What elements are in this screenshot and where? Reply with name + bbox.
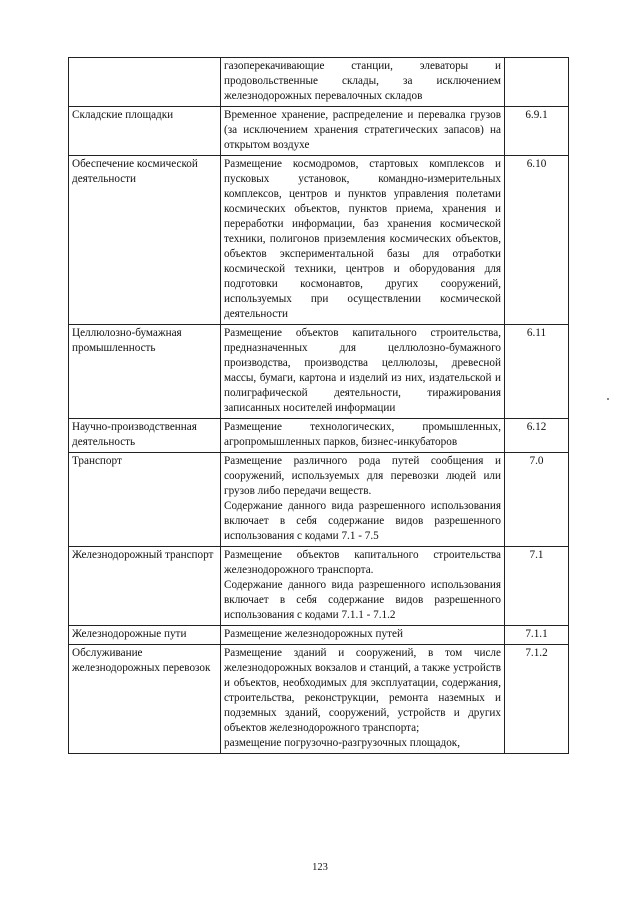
- description-paragraph: Содержание данного вида разрешенного использования включает в себя содержание видов разрешенного использования с кодами 7.1.1 - 7.1.2: [224, 579, 501, 621]
- page-number: 123: [312, 862, 328, 873]
- land-use-name-cell: Железнодорожные пути: [69, 626, 221, 645]
- description-paragraph: Размещение железнодорожных путей: [224, 628, 403, 640]
- land-use-code-cell: 6.10: [505, 156, 569, 325]
- land-use-code-cell: 7.1: [505, 547, 569, 626]
- table-row: [69, 626, 569, 645]
- description-paragraph: Размещение технологических, промышленных, агропромышленных парков, бизнес-инкубаторов: [224, 421, 501, 448]
- land-use-code-cell: 7.0: [505, 453, 569, 547]
- description-paragraph: Размещение объектов капитального строительства, предназначенных для целлюлозно-бумажного производства, производства целлюлозы, древесной массы, бумаги, картона и изделий из них, издательской и полиграфической деятельности, тиражирования записанных носителей информации: [224, 327, 501, 414]
- description-paragraph: Временное хранение, распределение и перевалка грузов (за исключением хранения стратегических запасов) на открытом воздухе: [224, 109, 501, 151]
- land-use-description-cell: [221, 58, 505, 107]
- land-use-description-cell: [221, 156, 505, 325]
- description-paragraph: размещение погрузочно-разгрузочных площадок,: [224, 737, 461, 749]
- table-row: [69, 156, 569, 325]
- land-use-description-cell: [221, 626, 505, 645]
- land-use-code-cell: [505, 58, 569, 107]
- land-use-name-cell: Железнодорожный транспорт: [69, 547, 221, 626]
- land-use-name-cell: Транспорт: [69, 453, 221, 547]
- land-use-description-cell: [221, 453, 505, 547]
- land-use-code-cell: 7.1.2: [505, 645, 569, 754]
- land-use-description-cell: [221, 547, 505, 626]
- land-use-description-cell: [221, 645, 505, 754]
- land-use-description-cell: [221, 107, 505, 156]
- land-use-name-cell: Научно-производственная деятельность: [69, 419, 221, 453]
- scan-speck: [607, 398, 609, 400]
- table-body: [69, 58, 569, 754]
- description-paragraph: Размещение объектов капитального строительства железнодорожного транспорта.: [224, 549, 501, 576]
- table-row: [69, 107, 569, 156]
- table-row: [69, 645, 569, 754]
- land-use-name-cell: Обеспечение космической деятельности: [69, 156, 221, 325]
- description-paragraph: Размещение космодромов, стартовых комплексов и пусковых установок, командно-измерительных комплексов, центров и пунктов управления полетами космических объектов, пунктов приема, хранения и переработки информации, баз хранения космической техники, полигонов приземления космических объектов, объектов экспериментальной базы для отработки космической техники, центров и оборудования для подготовки космонавтов, других сооружений, используемых при осуществлении космической деятельности: [224, 158, 501, 320]
- land-use-code-cell: 6.11: [505, 325, 569, 419]
- table-row: [69, 419, 569, 453]
- land-use-table: [68, 57, 569, 754]
- table-row: [69, 453, 569, 547]
- land-use-code-cell: 6.12: [505, 419, 569, 453]
- land-use-description-cell: [221, 419, 505, 453]
- land-use-name-cell: Обслуживание железнодорожных перевозок: [69, 645, 221, 754]
- description-paragraph: Размещение зданий и сооружений, в том числе железнодорожных вокзалов и станций, а также устройств и объектов, необходимых для эксплуатации, содержания, строительства, реконструкции, ремонта наземных и подземных зданий, сооружений, устройств и других объектов железнодорожного транспорта;: [224, 647, 501, 734]
- table-row: [69, 58, 569, 107]
- land-use-code-cell: 6.9.1: [505, 107, 569, 156]
- land-use-name-cell: Целлюлозно-бумажная промышленность: [69, 325, 221, 419]
- land-use-name-cell: Складские площадки: [69, 107, 221, 156]
- description-paragraph: Размещение различного рода путей сообщения и сооружений, используемых для перевозки людей или грузов либо передачи веществ.: [224, 455, 501, 497]
- table-row: [69, 547, 569, 626]
- table-row: [69, 325, 569, 419]
- land-use-name-cell: [69, 58, 221, 107]
- description-paragraph: Содержание данного вида разрешенного использования включает в себя содержание видов разрешенного использования с кодами 7.1 - 7.5: [224, 500, 501, 542]
- description-paragraph: газоперекачивающие станции, элеваторы и продовольственные склады, за исключением железнодорожных перевалочных складов: [224, 60, 501, 102]
- land-use-code-cell: 7.1.1: [505, 626, 569, 645]
- land-use-description-cell: [221, 325, 505, 419]
